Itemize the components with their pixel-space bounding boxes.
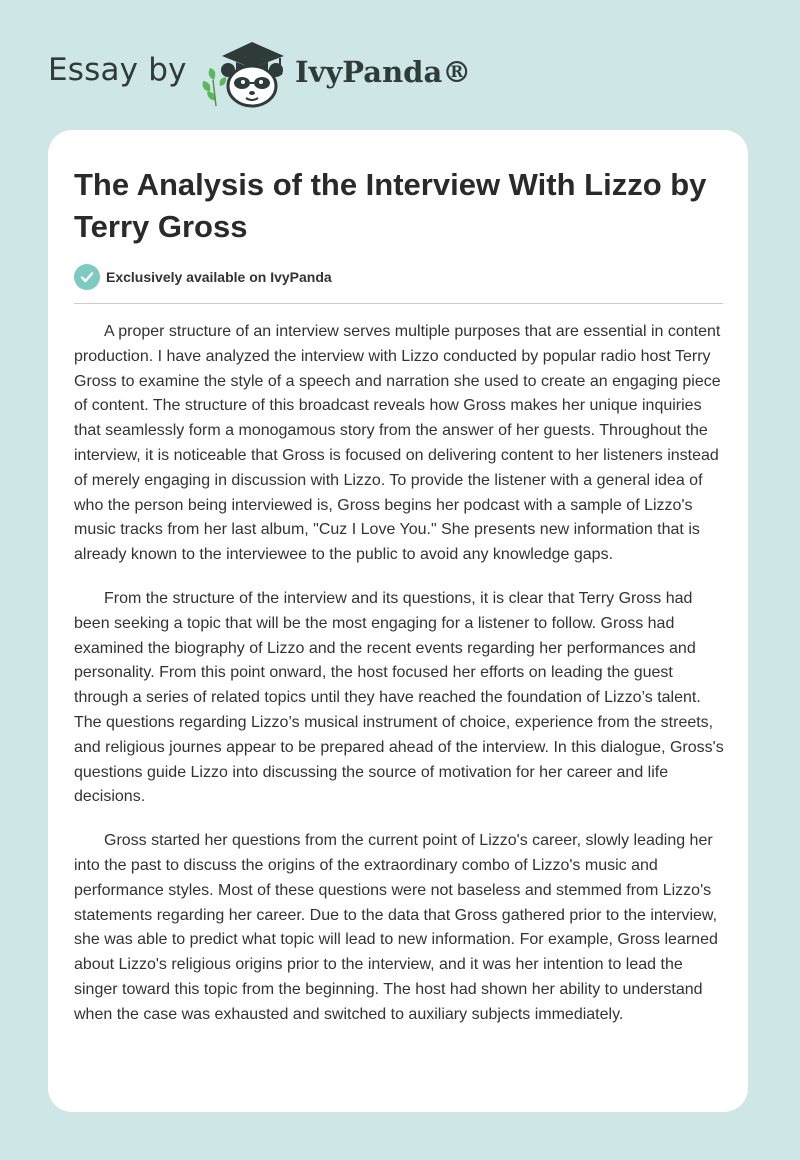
exclusive-badge-label: Exclusively available on IvyPanda bbox=[106, 269, 332, 285]
essay-body bbox=[74, 320, 724, 1047]
panda-graduate-icon[interactable] bbox=[200, 36, 292, 110]
essay-paragraph: Gross started her questions from the current point of Lizzo's career, slowly leading her into the past to discuss the origins of the extraordinary combo of Lizzo's music and performance styles. Most of these questions were not baseless and stemmed from Lizzo's statements regarding her career. Due to the data that Gross gathered prior to the interview, she was able to predict what topic will lead to new information. For example, Gross learned about Lizzo's religious origins prior to the interview, and it was her intention to lead the singer toward this topic from the beginning. The host had shown her ability to understand when the case was exhausted and switched to auxiliary subjects immediately. bbox=[74, 832, 718, 1023]
essay-paragraph: From the structure of the interview and its questions, it is clear that Terry Gross had been seeking a topic that will be the most engaging for a listener to follow. Gross had examined the biography of Lizzo and the recent events regarding her performances and personality. From this point onward, the host focused her efforts on leading the guest through a series of related topics until they have reached the foundation of Lizzo’s talent. The questions regarding Lizzo’s musical instrument of choice, experience from the streets, and religious journes appear to be prepared ahead of the interview. In this dialogue, Gross's questions guide Lizzo into discussing the source of motivation for her career and life decisions. bbox=[74, 589, 724, 806]
essay-paragraph: A proper structure of an interview serves multiple purposes that are essential in content production. I have analyzed the interview with Lizzo conducted by popular radio host Terry Gross to examine the style of a speech and narration she used to create an engaging piece of content. The structure of this broadcast reveals how Gross makes her unique inquiries that seamlessly form a monogamous story from the answer of her guests. Throughout the interview, it is noticeable that Gross is focused on delivering content to her listeners instead of merely engaging in discussion with Lizzo. To provide the listener with a general idea of who the person being interviewed is, Gross begins her podcast with a sample of Lizzo's music tracks from her last album, "Cuz I Love You." She presents new information that is already known to the interviewee to the public to avoid any knowledge gaps. bbox=[74, 323, 721, 564]
essay-card bbox=[48, 130, 748, 1112]
ivypanda-brand[interactable]: IvyPanda® bbox=[295, 55, 472, 89]
checkmark-icon bbox=[74, 264, 100, 290]
essay-by-label: Essay by bbox=[48, 52, 187, 88]
essay-title: The Analysis of the Interview With Lizzo by Terry Gross bbox=[74, 167, 707, 244]
site-header bbox=[0, 0, 800, 130]
divider bbox=[74, 303, 723, 304]
exclusive-badge bbox=[74, 264, 332, 290]
